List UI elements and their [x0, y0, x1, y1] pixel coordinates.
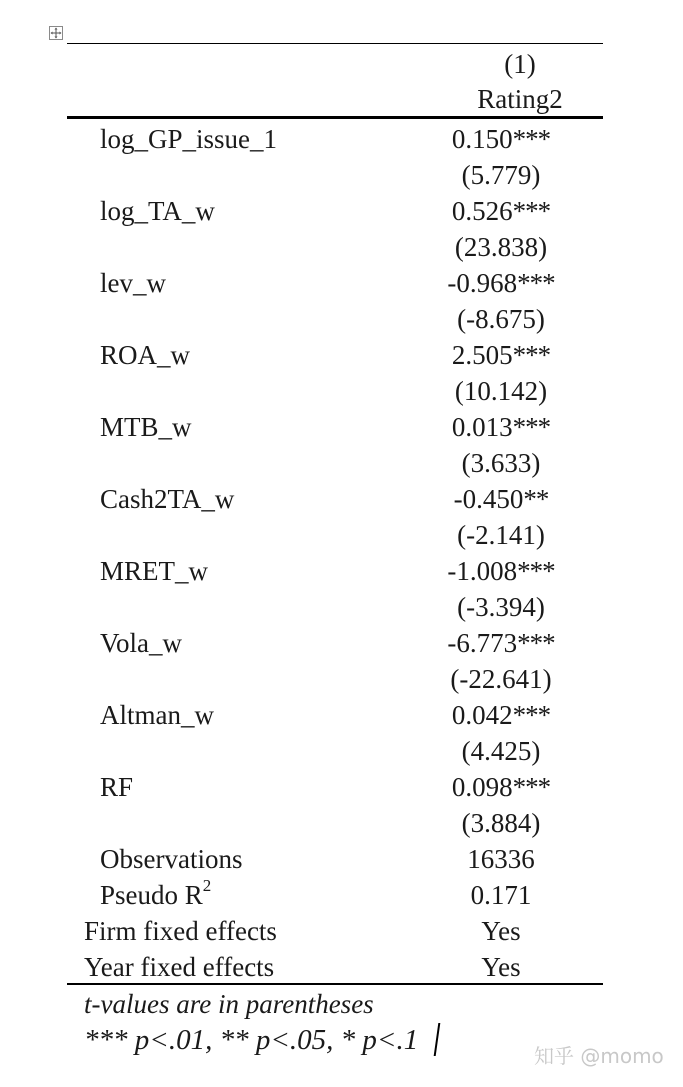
- table-top-rule: [67, 43, 603, 44]
- coefficient-value: [440, 265, 562, 301]
- pseudo-r2-value: 0.171: [470, 880, 532, 910]
- significance-stars: ***: [517, 268, 555, 298]
- table-row-mret-w-tvalue: [0, 589, 683, 625]
- pseudo-r2-superscript: 2: [202, 876, 212, 895]
- coefficient-value: [440, 625, 562, 661]
- firm-fe-label: Firm fixed effects: [84, 916, 277, 946]
- table-row-altman-w: [0, 697, 683, 733]
- significance-stars: ***: [512, 772, 551, 802]
- coefficient-number: 2.505: [451, 340, 513, 370]
- regression-table-body: [0, 121, 683, 985]
- coefficient-number: 0.098: [451, 772, 513, 802]
- coefficient-value: [440, 409, 562, 445]
- table-row-cash2ta-w-tvalue: [0, 517, 683, 553]
- coefficient-number: -1.008: [447, 556, 518, 586]
- table-row-rf: [0, 769, 683, 805]
- variable-label: Cash2TA_w: [100, 484, 235, 514]
- coefficient-number: 0.150: [451, 124, 513, 154]
- firm-fe-value: Yes: [481, 916, 521, 946]
- coefficient-number: 0.042: [451, 700, 513, 730]
- table-row-mret-w: [0, 553, 683, 589]
- year-fe-value: Yes: [481, 952, 521, 982]
- t-statistic-value: (4.425): [461, 736, 541, 766]
- coefficient-value: [440, 553, 562, 589]
- variable-label: log_TA_w: [100, 196, 215, 226]
- significance-stars: ***: [512, 196, 551, 226]
- column-name: Rating2: [477, 84, 563, 114]
- t-statistic-value: (-2.141): [457, 520, 545, 550]
- coefficient-number: -0.450: [453, 484, 524, 514]
- table-row-lev-w-tvalue: [0, 301, 683, 337]
- coefficient-value: [440, 337, 562, 373]
- year-fe-label: Year fixed effects: [84, 952, 275, 982]
- column-number: (1): [504, 49, 536, 79]
- t-statistic-value: (3.884): [461, 808, 541, 838]
- coefficient-number: 0.013: [451, 412, 513, 442]
- table-row-vola-w-tvalue: [0, 661, 683, 697]
- coefficient-value: [440, 481, 562, 517]
- variable-label: MRET_w: [100, 556, 208, 586]
- coefficient-number: -0.968: [447, 268, 518, 298]
- significance-stars: ***: [517, 556, 555, 586]
- table-row-observations: [0, 841, 683, 877]
- watermark: 知乎 @momo: [534, 1044, 664, 1068]
- table-row-roa-w: [0, 337, 683, 373]
- pseudo-r2-label: Pseudo $R^2$: [100, 876, 212, 910]
- variable-label: Altman_w: [100, 700, 214, 730]
- t-statistic-value: (23.838): [454, 232, 548, 262]
- coefficient-number: -6.773: [447, 628, 518, 658]
- table-row-roa-w-tvalue: [0, 373, 683, 409]
- variable-label: log_GP_issue_1: [100, 124, 278, 154]
- table-bottom-rule: [67, 983, 603, 985]
- table-note-tvalues: t-values are in parentheses: [84, 989, 374, 1019]
- variable-label: ROA_w: [100, 340, 191, 370]
- variable-label: RF: [100, 772, 134, 802]
- table-row-rf-tvalue: [0, 805, 683, 841]
- observations-label: Observations: [100, 844, 243, 874]
- significance-stars: ***: [512, 340, 551, 370]
- table-row-log-ta-w-tvalue: [0, 229, 683, 265]
- significance-stars: **: [523, 484, 549, 514]
- significance-stars: ***: [517, 628, 555, 658]
- variable-label: Vola_w: [100, 628, 183, 658]
- table-row-log-ta-w: [0, 193, 683, 229]
- significance-stars: ***: [512, 412, 551, 442]
- text-cursor: [434, 1023, 441, 1056]
- table-row-log-gp-issue-1: [0, 121, 683, 157]
- t-statistic-value: (3.633): [461, 448, 541, 478]
- t-statistic-value: (-22.641): [450, 664, 552, 694]
- coefficient-value: [440, 769, 562, 805]
- variable-label: MTB_w: [100, 412, 192, 442]
- table-row-log-gp-issue-1-tvalue: [0, 157, 683, 193]
- t-statistic-value: (-3.394): [457, 592, 545, 622]
- t-statistic-value: (5.779): [461, 160, 541, 190]
- table-header-rule: [67, 116, 603, 119]
- significance-stars: ***: [512, 124, 551, 154]
- observations-value: 16336: [467, 844, 535, 874]
- variable-label: lev_w: [100, 268, 166, 298]
- table-row-vola-w: [0, 625, 683, 661]
- t-statistic-value: (10.142): [454, 376, 548, 406]
- table-note-significance: *** p<.01, ** p<.05, * p<.1: [84, 1024, 419, 1056]
- table-row-pseudo-r2: [0, 877, 683, 913]
- table-row-altman-w-tvalue: [0, 733, 683, 769]
- table-row-mtb-w: [0, 409, 683, 445]
- table-row-lev-w: [0, 265, 683, 301]
- coefficient-value: [440, 121, 562, 157]
- table-row-year-fe: [0, 949, 683, 985]
- significance-stars: ***: [512, 700, 551, 730]
- move-cross-icon[interactable]: [49, 26, 63, 40]
- t-statistic-value: (-8.675): [457, 304, 545, 334]
- table-row-mtb-w-tvalue: [0, 445, 683, 481]
- coefficient-value: [440, 697, 562, 733]
- table-row-firm-fe: [0, 913, 683, 949]
- table-row-cash2ta-w: [0, 481, 683, 517]
- coefficient-value: [440, 193, 562, 229]
- coefficient-number: 0.526: [451, 196, 513, 226]
